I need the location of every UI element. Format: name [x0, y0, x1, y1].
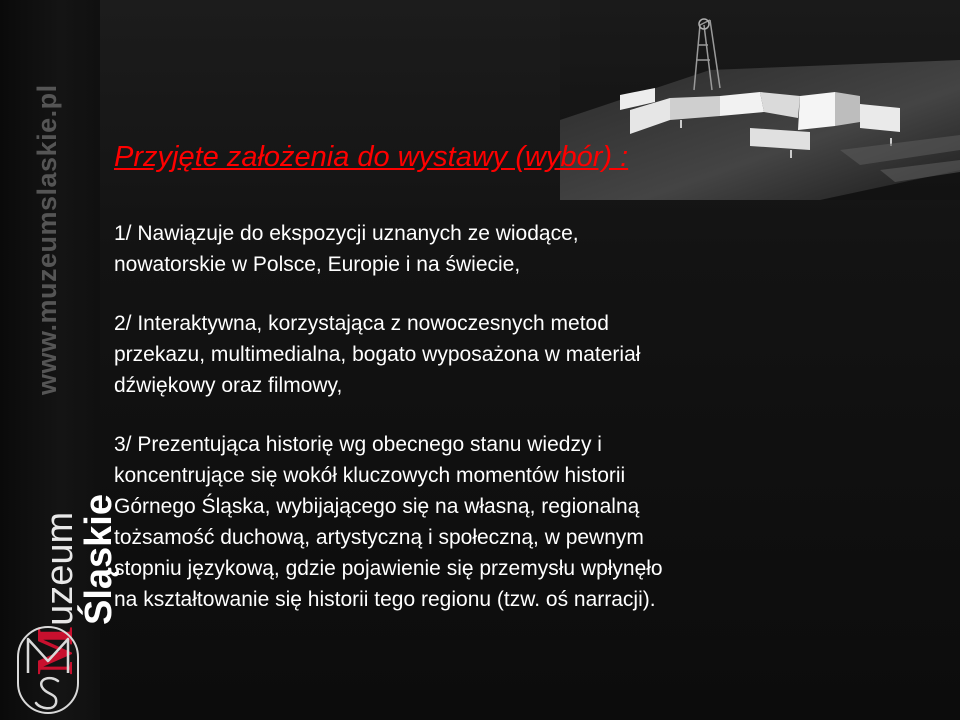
point-1	[114, 218, 934, 280]
point-3-line-4: tożsamość duchową, artystyczną i społeczną, w pewnym	[114, 526, 644, 549]
logo-wordmark-initial: M	[27, 625, 84, 675]
point-3-line-5: stopniu językową, gdzie pojawienie się przemysłu wpłynęło	[114, 557, 663, 580]
point-1-line-2: nowatorskie w Polsce, Europie i na świecie,	[114, 253, 521, 276]
point-3	[114, 429, 934, 615]
point-3-line-1: 3/ Prezentująca historię wg obecnego stanu wiedzy i	[114, 433, 602, 456]
website-url: www.muzeumslaskie.pl	[32, 84, 62, 395]
point-2-line-2: przekazu, multimedialna, bogato wyposażona w materiał	[114, 343, 641, 366]
logo-wordmark-rest: uzeum	[39, 511, 81, 626]
slide-title: Przyjęte założenia do wystawy (wybór) :	[114, 141, 629, 173]
point-2-line-1: 2/ Interaktywna, korzystająca z nowoczesnych metod	[114, 312, 609, 335]
point-3-line-2: koncentrujące się wokół kluczowych momentów historii	[114, 464, 626, 487]
slide-body	[114, 218, 934, 643]
point-2	[114, 308, 934, 401]
point-3-line-3: Górnego Śląska, wybijającego się na własną, regionalną	[114, 495, 640, 518]
point-1-line-1: 1/ Nawiązuje do ekspozycji uznanych ze wiodące,	[114, 222, 579, 245]
logo-wordmark-slaskie: Śląskie	[78, 494, 120, 625]
point-3-line-6: na kształtowanie się historii tego regionu (tzw. oś narracji).	[114, 588, 656, 611]
point-2-line-3: dźwiękowy oraz filmowy,	[114, 374, 343, 397]
museum-monogram-logo	[16, 625, 80, 715]
